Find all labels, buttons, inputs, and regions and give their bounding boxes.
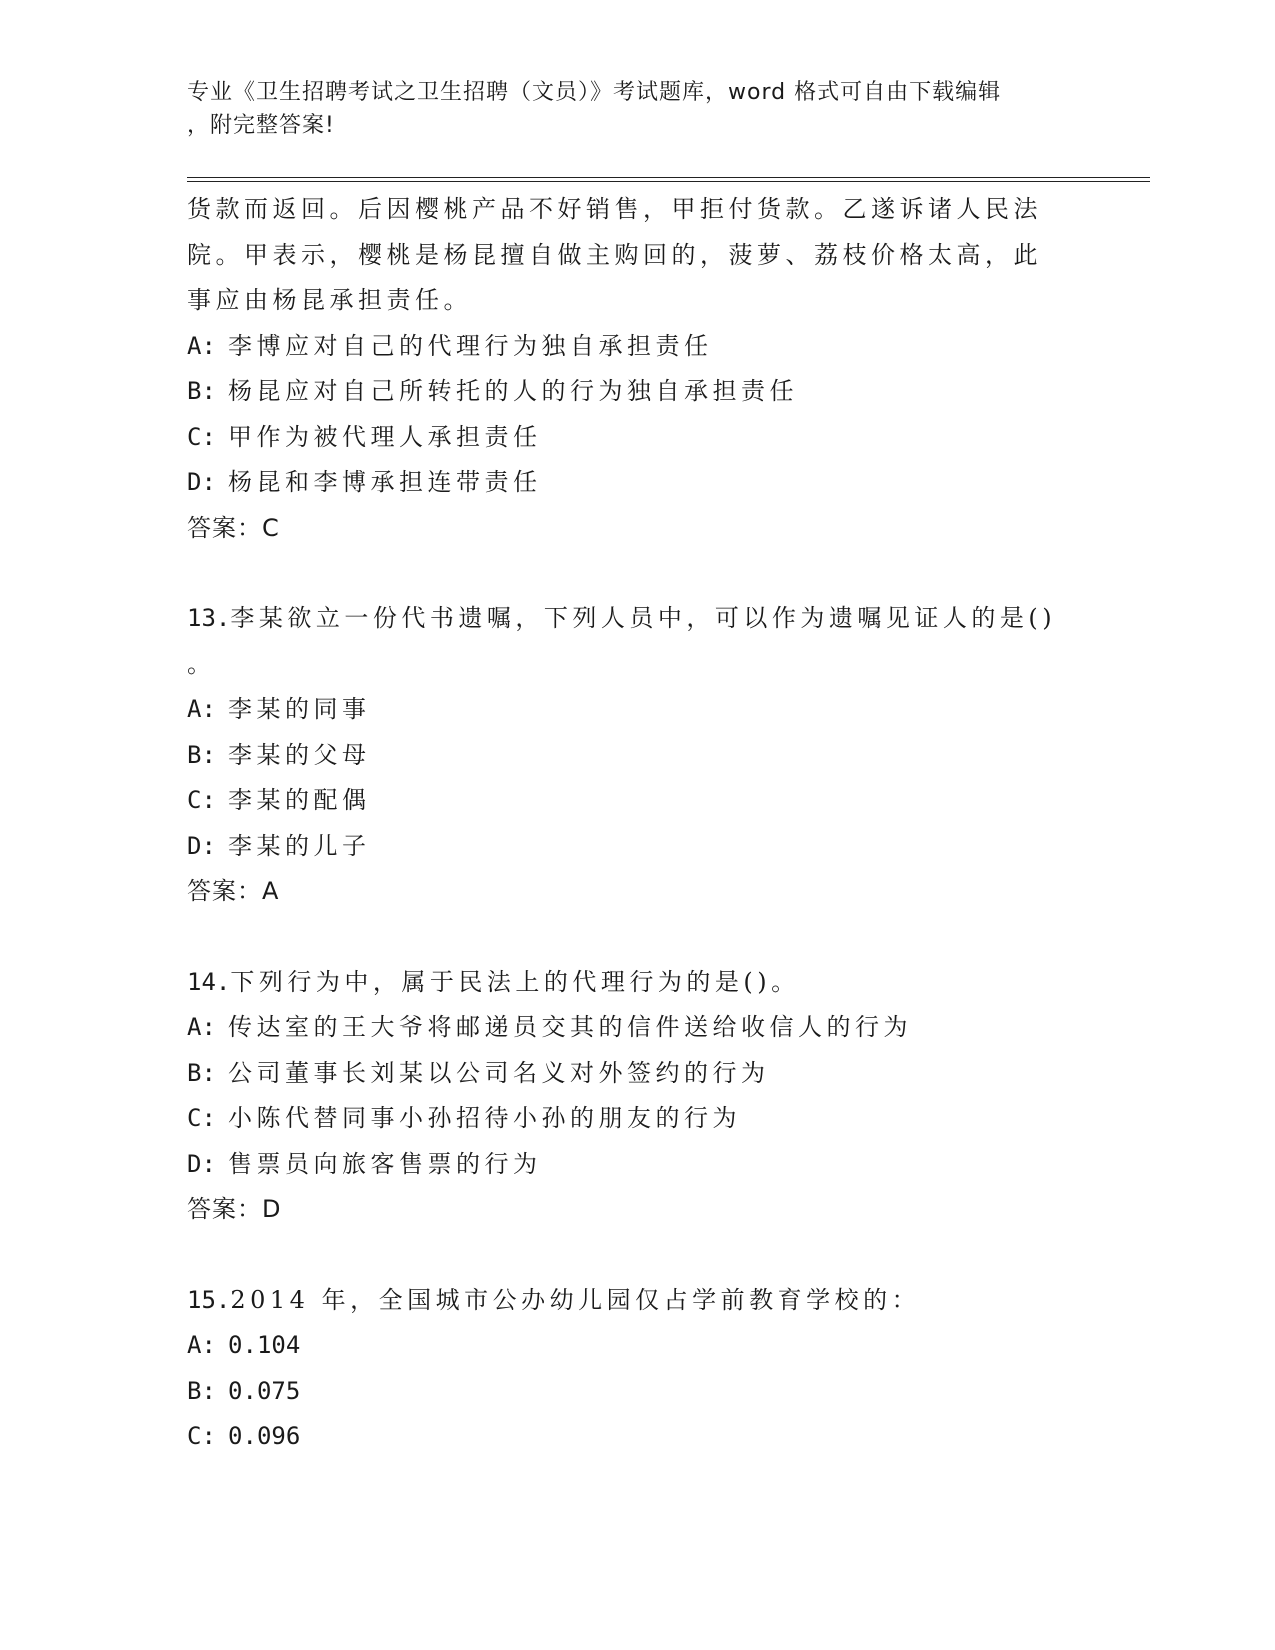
question-stem-line [187,596,1087,642]
option-letter: C: [187,1104,216,1132]
option-text: 公司董事长刘某以公司名义对外签约的行为 [228,1058,770,1087]
option-text: 0.096 [228,1422,301,1450]
question-12-continuation [187,187,1087,551]
option-d [187,824,1087,870]
option-d [187,1142,1087,1188]
question-stem-text: 2014 年，全国城市公办幼儿园仅占学前教育学校的： [230,1285,921,1314]
option-letter: A: [187,1013,216,1041]
option-a [187,1005,1087,1051]
answer-line: 答案：D [187,1195,282,1223]
question-stem-line: 事应由杨昆承担责任。 [187,286,472,314]
option-letter: B: [187,740,216,769]
answer-line: 答案：A [187,877,280,905]
option-c [187,1414,1087,1460]
option-letter: C: [187,422,216,451]
question-15 [187,1278,1087,1460]
option-letter: D: [187,468,216,496]
option-letter: D: [187,1149,216,1178]
question-stem-line [187,960,1087,1006]
option-letter: B: [187,1376,216,1405]
option-letter: B: [187,377,216,405]
question-number: 13. [187,604,231,632]
option-text: 甲作为被代理人承担责任 [228,422,542,451]
option-b [187,1369,1087,1415]
option-text: 传达室的王大爷将邮递员交其的信件送给收信人的行为 [228,1013,913,1041]
option-text: 李某的同事 [228,695,371,723]
question-number: 15. [187,1285,231,1314]
option-b [187,369,1087,415]
option-c [187,778,1087,824]
header-title-line-1: 专业《卫生招聘考试之卫生招聘（文员）》考试题库，word 格式可自由下载编辑 [187,80,1002,105]
option-d [187,460,1087,506]
header-title-line-2: ，附完整答案! [187,113,335,138]
option-text: 售票员向旅客售票的行为 [228,1149,542,1178]
question-stem-text: 李某欲立一份代书遗嘱，下列人员中，可以作为遗嘱见证人的是() [230,604,1057,632]
option-text: 小陈代替同事小孙招待小孙的朋友的行为 [228,1104,742,1132]
option-text: 李某的儿子 [228,831,371,860]
question-stem-line: 货款而返回。后因樱桃产品不好销售，甲拒付货款。乙遂诉诸人民法 [187,195,1042,223]
option-text: 杨昆和李博承担连带责任 [228,468,542,496]
option-letter: C: [187,786,216,814]
option-c [187,415,1087,461]
option-c [187,1096,1087,1142]
option-a [187,324,1087,370]
option-letter: D: [187,831,216,860]
option-letter: C: [187,1422,216,1450]
option-b [187,1051,1087,1097]
question-number: 14. [187,967,231,996]
question-stem-line: 。 [187,649,216,678]
option-text: 李某的父母 [228,740,371,769]
option-text: 李某的配偶 [228,786,371,814]
option-a [187,1323,1087,1369]
question-content [187,187,1087,1460]
header-double-rule [187,177,1150,182]
question-stem-line [187,1278,1087,1324]
question-13 [187,596,1087,915]
answer-line: 答案：C [187,513,280,542]
question-stem-text: 下列行为中，属于民法上的代理行为的是()。 [230,967,800,996]
option-letter: B: [187,1058,216,1087]
option-text: 0.104 [228,1331,301,1359]
question-14 [187,960,1087,1233]
question-stem-line: 院。甲表示，樱桃是杨昆擅自做主购回的，菠萝、荔枝价格太高，此 [187,240,1042,269]
option-letter: A: [187,695,216,723]
option-text: 0.075 [228,1376,301,1405]
option-b [187,733,1087,779]
option-letter: A: [187,331,216,360]
option-a [187,687,1087,733]
option-text: 李博应对自己的代理行为独自承担责任 [228,331,713,360]
option-text: 杨昆应对自己所转托的人的行为独自承担责任 [228,377,799,405]
document-header [187,76,1067,142]
option-letter: A: [187,1331,216,1359]
